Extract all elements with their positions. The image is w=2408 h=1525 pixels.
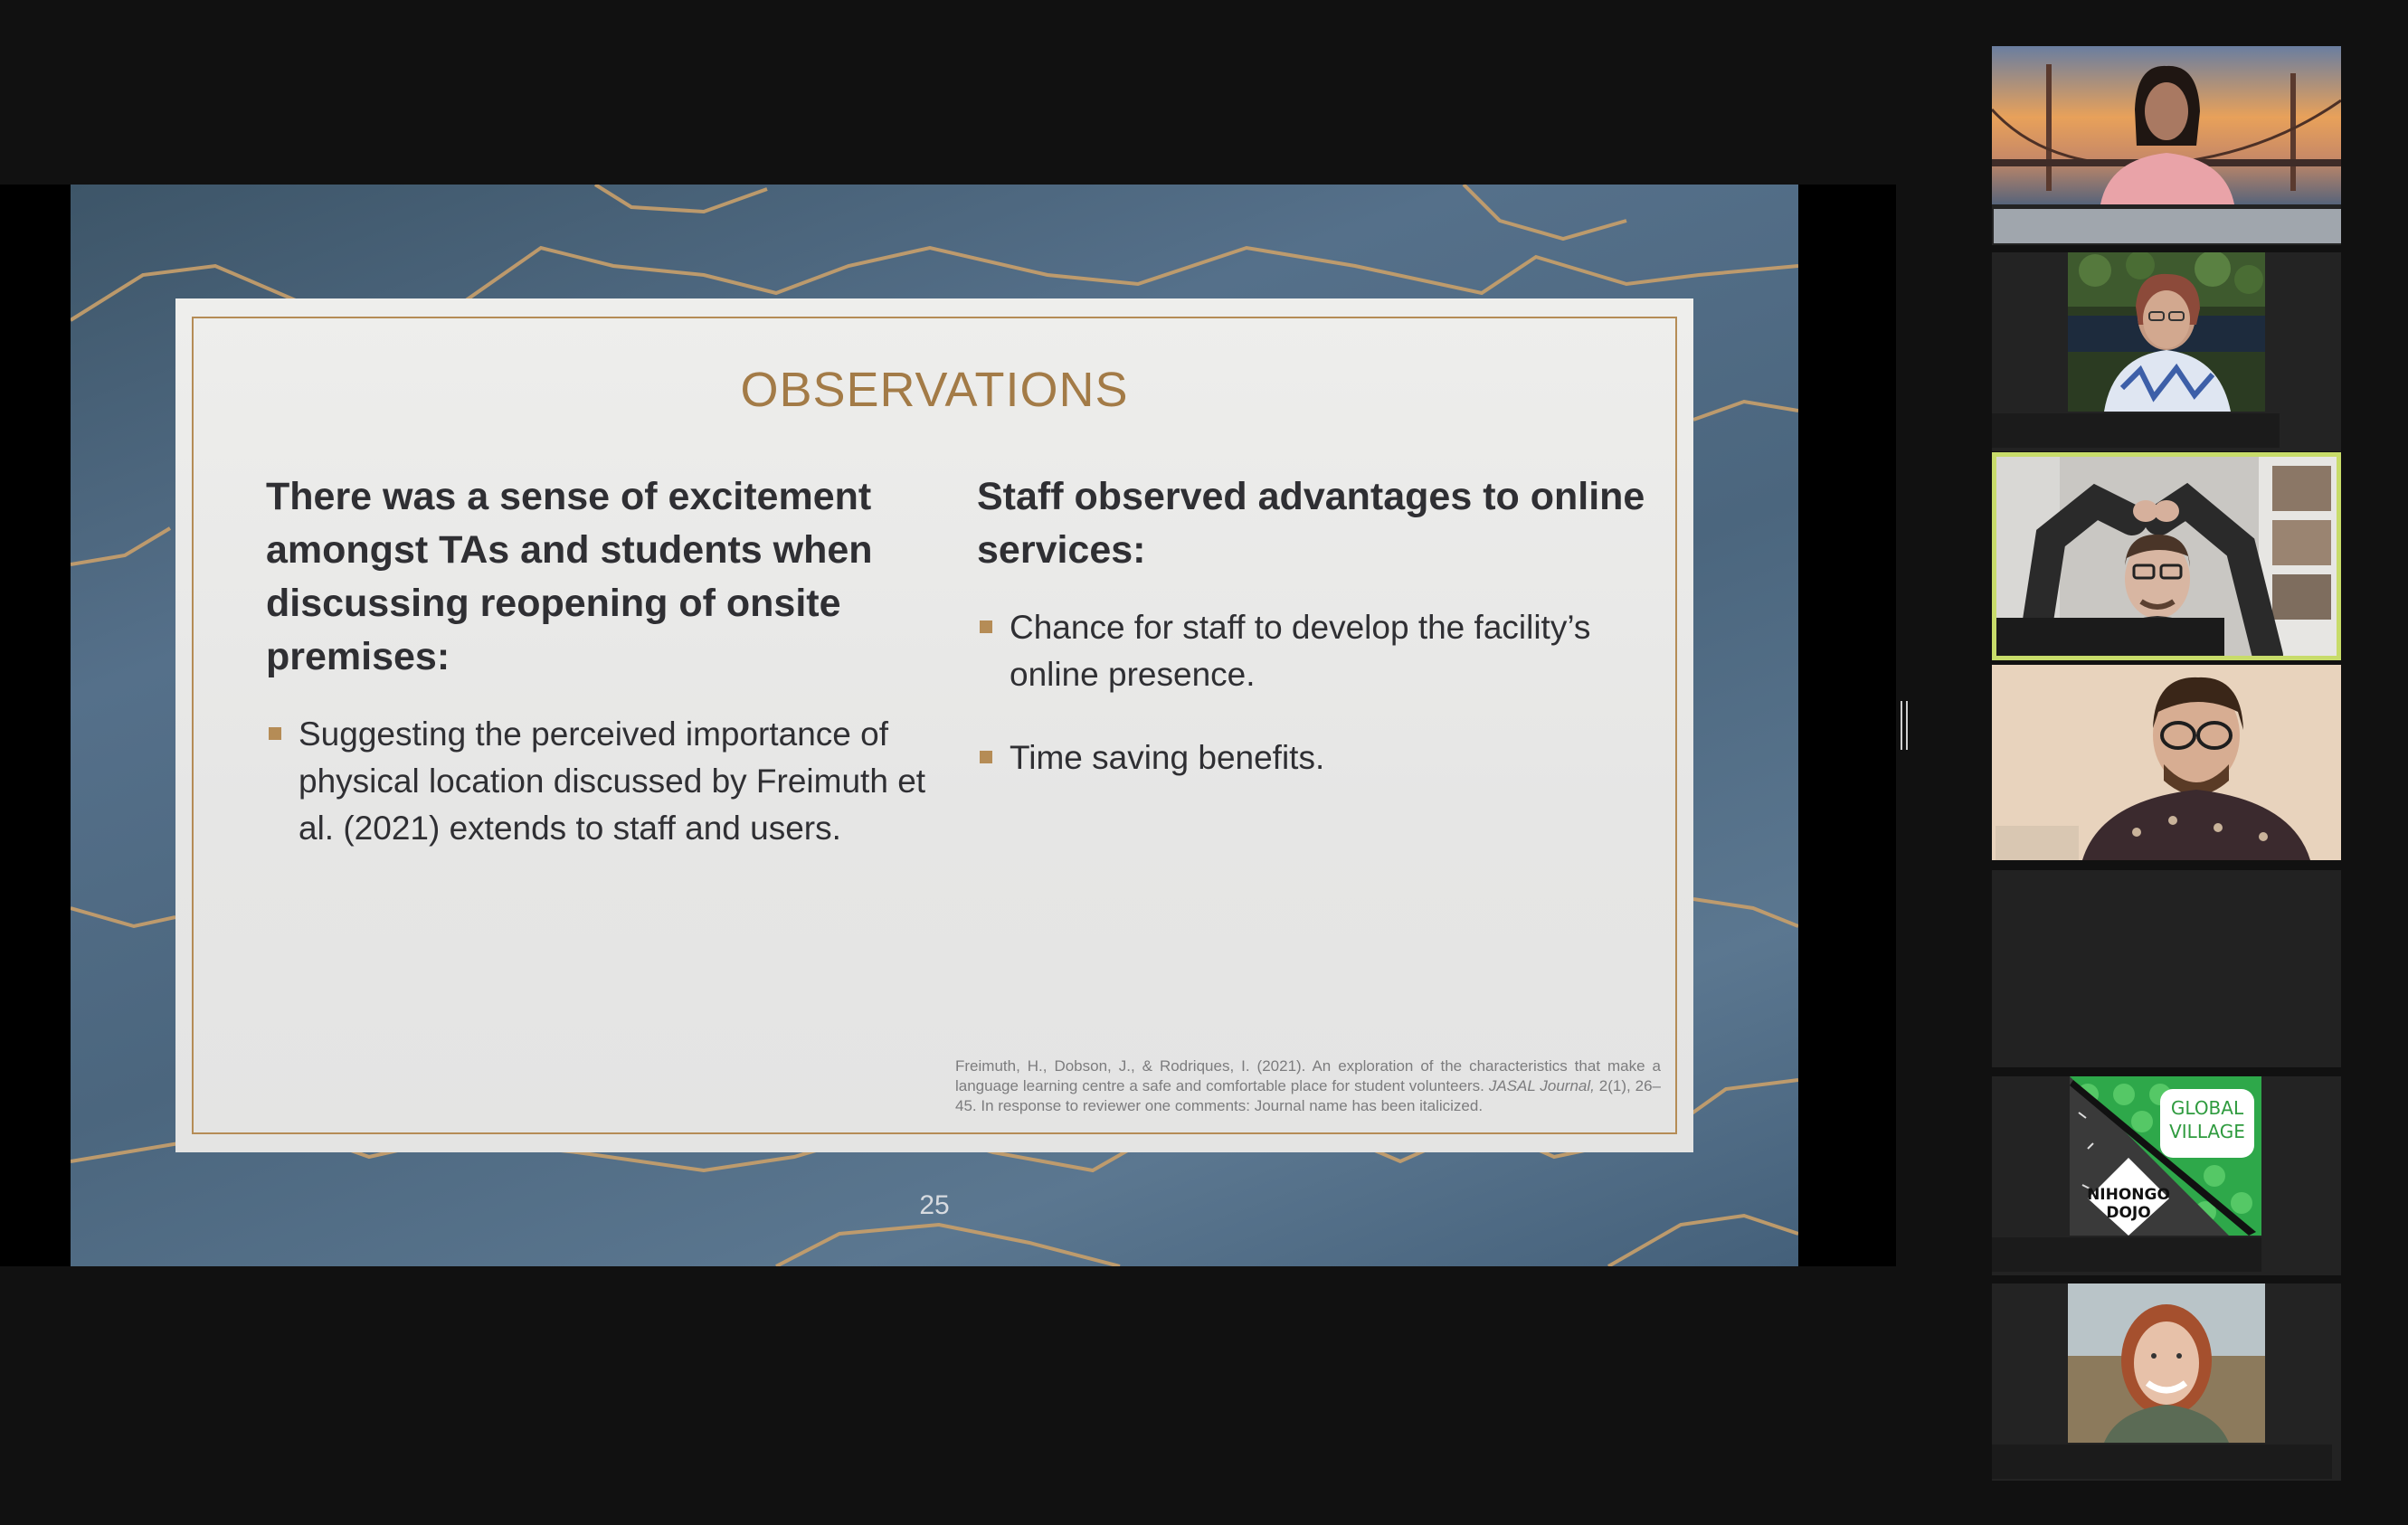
slide-title: OBSERVATIONS	[740, 363, 1129, 417]
participant-name-bar	[1996, 618, 2224, 656]
participant-name-bar	[1992, 1444, 2332, 1479]
left-heading: There was a sense of excitement amongst TAs and students when discussing reopening of onsite premises:	[266, 475, 873, 678]
shared-screen	[0, 185, 1896, 1266]
logo-text: DOJO	[2106, 1204, 2151, 1222]
participant-name-bar	[1992, 1237, 2261, 1272]
right-bullet: Time saving benefits.	[977, 734, 1646, 781]
participant-video-frame	[2068, 252, 2265, 412]
right-column	[977, 470, 1646, 781]
participant-video	[1992, 46, 2341, 204]
participant-name-bar	[1994, 209, 2341, 243]
participant-video-frame	[1992, 46, 2341, 204]
slide-page-number: 25	[919, 1190, 950, 1220]
participant-tile[interactable]	[1992, 1076, 2341, 1275]
participant-logo-image	[2070, 1076, 2261, 1236]
citation-text: Freimuth, H., Dobson, J., & Rodriques, I. (2021). An exploration of the characteristics that make a language learning centre a safe and comfortable place for student volunteers.	[955, 1057, 1661, 1094]
left-column	[266, 470, 935, 852]
participant-video-frame	[2068, 1283, 2265, 1443]
resize-handle[interactable]	[1901, 701, 1908, 750]
participant-tile[interactable]	[1992, 665, 2341, 860]
logo-text: GLOBAL	[2170, 1097, 2244, 1119]
participant-video	[1992, 870, 2341, 1067]
participant-tile[interactable]	[1992, 46, 2341, 245]
left-bullet: Suggesting the perceived importance of physical location discussed by Freimuth et al. (2021) extends to staff and users.	[266, 711, 935, 852]
slide-content-panel	[175, 298, 1693, 1152]
participant-video	[2070, 1076, 2261, 1236]
logo-text: NIHONGO	[2087, 1186, 2170, 1204]
citation-journal: JASAL Journal,	[1488, 1077, 1595, 1094]
participant-tile-active-speaker[interactable]	[1992, 452, 2341, 660]
participant-tile[interactable]	[1992, 252, 2341, 451]
logo-text: VILLAGE	[2169, 1121, 2245, 1142]
citation-text-end: 2(1), 26–45. In response to reviewer one comments: Journal name has been italicized.	[955, 1077, 1662, 1114]
participant-tile[interactable]	[1992, 1283, 2341, 1481]
participant-tile-video-off[interactable]	[1992, 870, 2341, 1067]
participant-name-bar	[1992, 413, 2280, 448]
right-bullet: Chance for staff to develop the facility’s online presence.	[977, 604, 1646, 698]
right-heading: Staff observed advantages to online services:	[977, 475, 1645, 572]
citation	[955, 1056, 1661, 1116]
participant-video	[2068, 252, 2265, 412]
participant-video	[2068, 1283, 2265, 1443]
participant-name-bar	[1996, 826, 2079, 860]
presentation-slide	[71, 185, 1798, 1266]
